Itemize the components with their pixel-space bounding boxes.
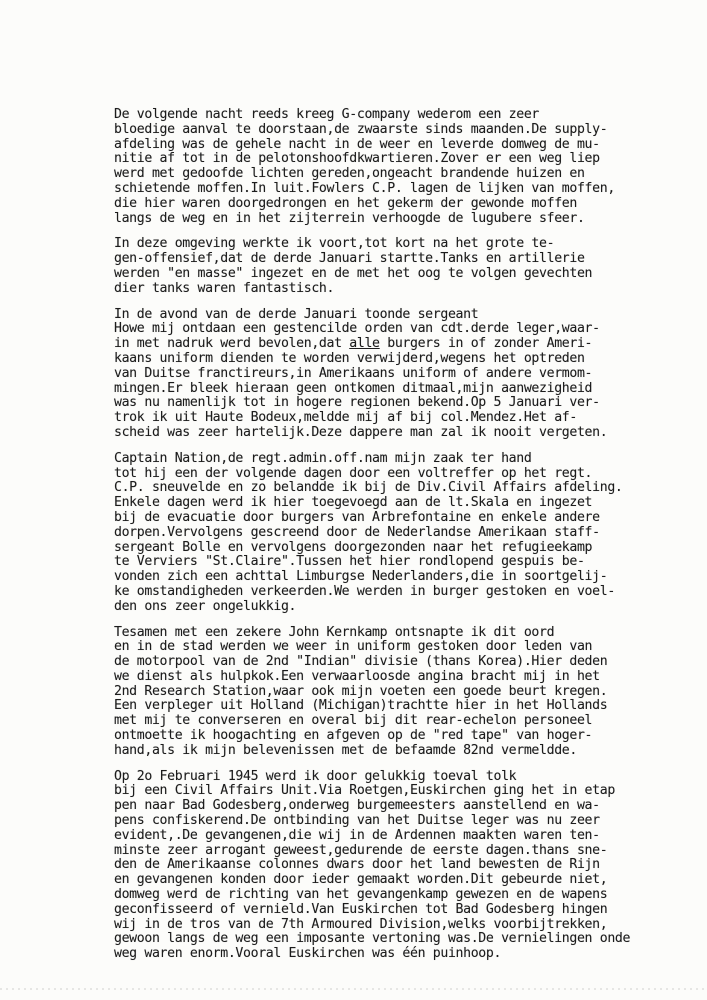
text-line: dier tanks waren fantastisch. <box>114 280 335 296</box>
text-line: die hier waren doorgedrongen en het gekerm der gewonde moffen <box>114 195 577 211</box>
text-line: Enkele dagen werd ik hier toegevoegd aan de lt.Skala en ingezet <box>114 495 593 511</box>
text-line: C.P. sneuvelde en zo belandde ik bij de Div.Civil Affairs afdeling. <box>114 480 623 496</box>
text-line: te Verviers "St.Claire".Tussen het hier rondlopend gespuis be- <box>114 554 585 570</box>
text-line: nitie af tot in de pelotonshoofdkwartieren.Zover er een weg liep <box>114 151 600 167</box>
text-line: domweg werd de richting van het gevangenkamp gewezen en de wapens <box>114 887 608 903</box>
paragraph <box>114 452 694 615</box>
text-line: Tesamen met een zekere John Kernkamp ontsnapte ik dit oord <box>114 624 555 640</box>
scan-edge-mark <box>0 988 707 990</box>
text-line: gewoon langs de weg een imposante vertoning was.De vernielingen onde <box>114 931 631 947</box>
text-line: Een verpleger uit Holland (Michigan)trachtte hier in het Hollands <box>114 698 608 714</box>
text-line: Op 2o Februari 1945 werd ik door gelukkig toeval tolk <box>114 768 517 784</box>
text-line: sergeant Bolle en vervolgens doorgezonden naar het refugieekamp <box>114 539 593 555</box>
text-line: bloedige aanval te doorstaan,de zwaarste sinds maanden.De supply- <box>114 121 608 137</box>
text-line: De volgende nacht reeds kreeg G-company wederom een zeer <box>114 107 540 122</box>
text-line: mingen.Er bleek hieraan geen ontkomen ditmaal,mijn aanwezigheid <box>114 380 593 396</box>
text-line: van Duitse franctireurs,in Amerikaans uniform of andere vermom- <box>114 365 593 381</box>
text-line: tot hij een der volgende dagen door een voltreffer op het regt. <box>114 465 593 481</box>
text-line: we dienst als hulpkok.Een verwaarloosde angina bracht mij in het <box>114 668 600 684</box>
text-line: kaans uniform dienden te worden verwijderd,wegens het optreden <box>114 350 585 366</box>
text-line: wij in de tros van de 7th Armoured Division,welks voorbijtrekken, <box>114 916 608 932</box>
paragraph <box>114 770 694 962</box>
text-line: met mij te converseren en overal bij dit rear-echelon personeel <box>114 713 593 729</box>
text-line: werd met gedoofde lichten gereden,ongeacht brandende huizen en <box>114 166 585 182</box>
text-line: pens confiskerend.De ontbinding van het Duitse leger was nu zeer <box>114 813 600 829</box>
text-line: bij een Civil Affairs Unit.Via Roetgen,Euskirchen ging het in etap <box>114 783 615 799</box>
text-line: langs de weg en in het zijterrein verhoogde de lugubere sfeer. <box>114 210 585 226</box>
text-line: 2nd Research Station,waar ook mijn voeten een goede beurt kregen. <box>114 683 608 699</box>
text-line: ontmoette ik hoogachting en afgeven op de "red tape" van hoger- <box>114 728 593 744</box>
text-line: trok ik uit Haute Bodeux,meldde mij af bij col.Mendez.Het af- <box>114 410 577 426</box>
text-line: minste zeer arrogant geweest,gedurende de eerste dagen.thans sne- <box>114 842 608 858</box>
text-line: In de avond van de derde Januari toonde sergeant <box>114 306 479 322</box>
paragraph <box>114 108 694 226</box>
paragraph <box>114 237 694 296</box>
text-line: weg waren enorm.Vooral Euskirchen was één puinhoop. <box>114 946 502 962</box>
paragraph <box>114 308 694 441</box>
text-line: geconfisseerd of vernield.Van Euskirchen tot Bad Godesberg hingen <box>114 901 608 917</box>
typed-text-body <box>114 108 694 973</box>
paragraph <box>114 626 694 759</box>
text-line: gen-offensief,dat de derde Januari startte.Tanks en artillerie <box>114 251 585 267</box>
text-line: en gevangenen konden door ieder gemaakt worden.Dit gebeurde niet, <box>114 872 608 888</box>
text-line: bij de evacuatie door burgers van Arbrefontaine en enkele andere <box>114 509 600 525</box>
text-line: evident,.De gevangenen,die wij in de Ardennen maakten waren ten- <box>114 827 600 843</box>
text-line: In deze omgeving werkte ik voort,tot kort na het grote te- <box>114 236 555 252</box>
text-line: was nu namenlijk tot in hogere regionen bekend.Op 5 Januari ver- <box>114 395 600 411</box>
text-line: Captain Nation,de regt.admin.off.nam mijn zaak ter hand <box>114 450 532 466</box>
text-line: werden "en masse" ingezet en de met het oog te volgen gevechten <box>114 265 593 281</box>
text-line: dorpen.Vervolgens gescreend door de Nederlandse Amerikaan staff- <box>114 524 600 540</box>
text-line: de motorpool van de 2nd "Indian" divisie (thans Korea).Hier deden <box>114 654 608 670</box>
text-line: hand,als ik mijn belevenissen met de befaamde 82nd vermeldde. <box>114 742 577 758</box>
text-line: Howe mij ontdaan een gestencilde orden van cdt.derde leger,waar- <box>114 321 600 337</box>
underlined-word: alle <box>349 336 380 352</box>
text-line: scheid was zeer hartelijk.Deze dappere man zal ik nooit vergeten. <box>114 424 608 440</box>
text-line: afdeling was de gehele nacht in de weer en leverde domweg de mu- <box>114 136 600 152</box>
text-line: in met nadruk werd bevolen,dat alle burgers in of zonder Ameri- <box>114 336 593 352</box>
text-line: den ons zeer ongelukkig. <box>114 598 297 614</box>
text-line: ke omstandigheden verkeerden.We werden in burger gestoken en voel- <box>114 583 615 599</box>
text-line: pen naar Bad Godesberg,onderweg burgemeesters aanstellend en wa- <box>114 798 600 814</box>
text-line: schietende moffen.In luit.Fowlers C.P. lagen de lijken van moffen, <box>114 180 615 196</box>
text-line: vonden zich een achttal Limburgse Nederlanders,die in soortgelij- <box>114 569 608 585</box>
text-line: den de Amerikaanse colonnes dwars door het land bewesten de Rijn <box>114 857 600 873</box>
text-line: en in de stad werden we weer in uniform gestoken door leden van <box>114 639 593 655</box>
